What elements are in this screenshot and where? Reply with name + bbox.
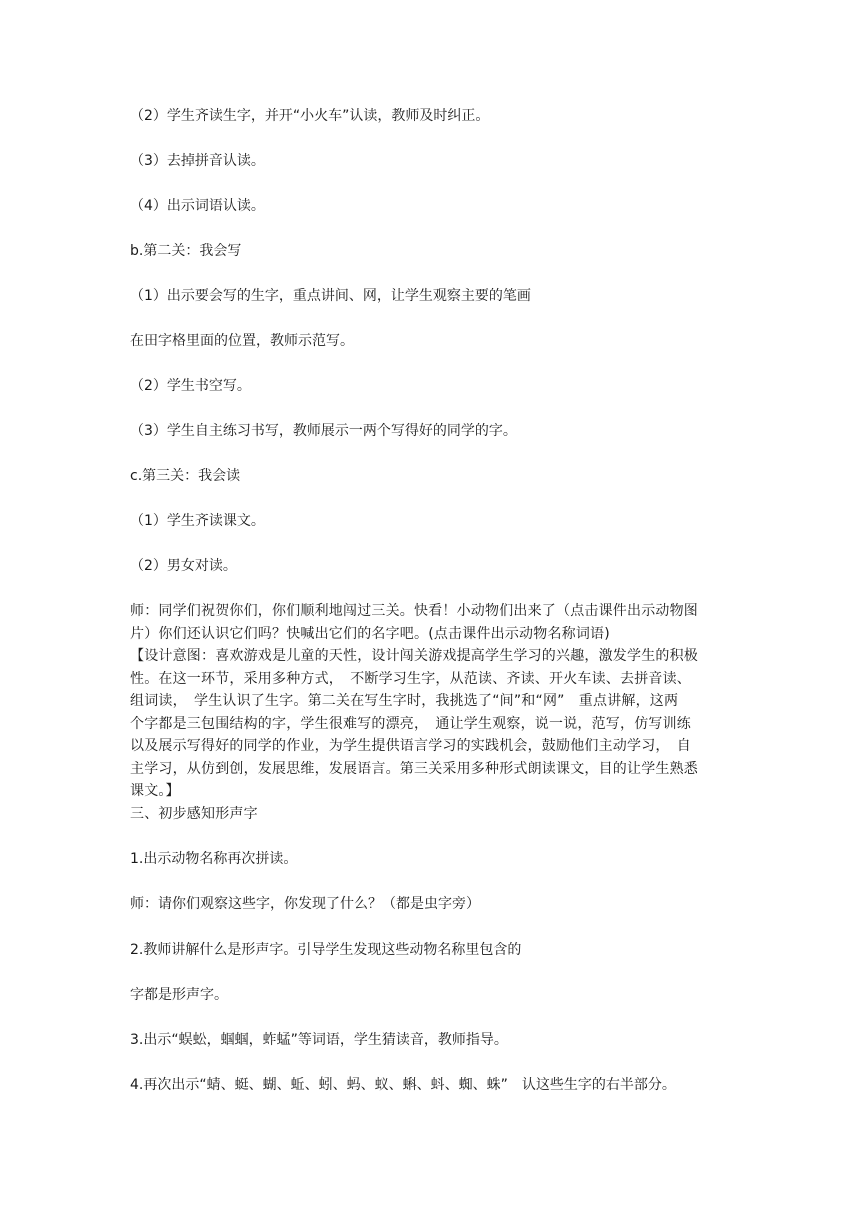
paragraph-line: 性。在这一环节，采用多种方式， 不断学习生字，从范读、齐读、开火车读、去拼音读、 <box>130 670 691 687</box>
text-line: （3）学生自主练习书写，教师展示一两个写得好的同学的字。 <box>130 423 517 439</box>
section-heading: c.第三关：我会读 <box>130 468 241 484</box>
text-line: 3.出示“蜈蚣，蝈蝈，蚱蜢”等词语，学生猜读音，教师指导。 <box>130 1032 508 1048</box>
text-line: 2.教师讲解什么是形声字。引导学生发现这些动物名称里包含的 <box>130 942 522 958</box>
paragraph-line: 以及展示写得好的同学的作业，为学生提供语言学习的实践机会，鼓励他们主动学习， 自 <box>130 738 691 754</box>
text-line: 师：请你们观察这些字，你发现了什么？（都是虫字旁） <box>130 896 480 912</box>
text-line: （2）男女对读。 <box>130 558 237 574</box>
paragraph-line: 个字都是三包围结构的字，学生很难写的漂亮， 通让学生观察，说一说，范写，仿写训练 <box>130 715 691 732</box>
text-line: 字都是形声字。 <box>130 987 228 1003</box>
text-line: （1）学生齐读课文。 <box>130 513 265 529</box>
paragraph-line: 【设计意图：喜欢游戏是儿童的天性，设计闯关游戏提高学生学习的兴趣，激发学生的积极 <box>130 648 698 664</box>
text-line: （1）出示要会写的生字，重点讲间、网，让学生观察主要的笔画 <box>130 288 531 304</box>
text-line: 4.再次出示“蜻、蜓、蝴、蚯、蚓、蚂、蚁、蝌、蚪、蜘、蛛” 认这些生字的右半部分。 <box>130 1077 676 1093</box>
text-line: （3）去掉拼音认读。 <box>130 153 265 169</box>
text-line: （4）出示词语认读。 <box>130 198 265 214</box>
text-line: （2）学生齐读生字，并开“小火车”认读，教师及时纠正。 <box>130 108 490 124</box>
paragraph-line: 主学习，从仿到创，发展思维，发展语言。第三关采用多种形式朗读课文，目的让学生熟悉 <box>130 760 698 777</box>
design-intent-paragraph <box>130 600 736 825</box>
paragraph-line: 师：同学们祝贺你们，你们顺利地闯过三关。快看！小动物们出来了（点击课件出示动物图 <box>130 603 698 619</box>
paragraph-line: 课文。】 <box>130 783 180 799</box>
section-heading: b.第二关：我会写 <box>130 243 242 259</box>
section-heading: 三、初步感知形声字 <box>130 805 258 822</box>
paragraph-line: 组词读， 学生认识了生字。第二关在写生字时，我挑选了“间”和“网” 重点讲解，这两 <box>130 693 679 709</box>
text-line: 1.出示动物名称再次拼读。 <box>130 851 298 867</box>
paragraph-line: 片）你们还认识它们吗？快喊出它们的名字吧。(点击课件出示动物名称词语) <box>130 625 610 642</box>
text-line: （2）学生书空写。 <box>130 378 251 394</box>
text-line: 在田字格里面的位置，教师示范写。 <box>130 333 354 349</box>
